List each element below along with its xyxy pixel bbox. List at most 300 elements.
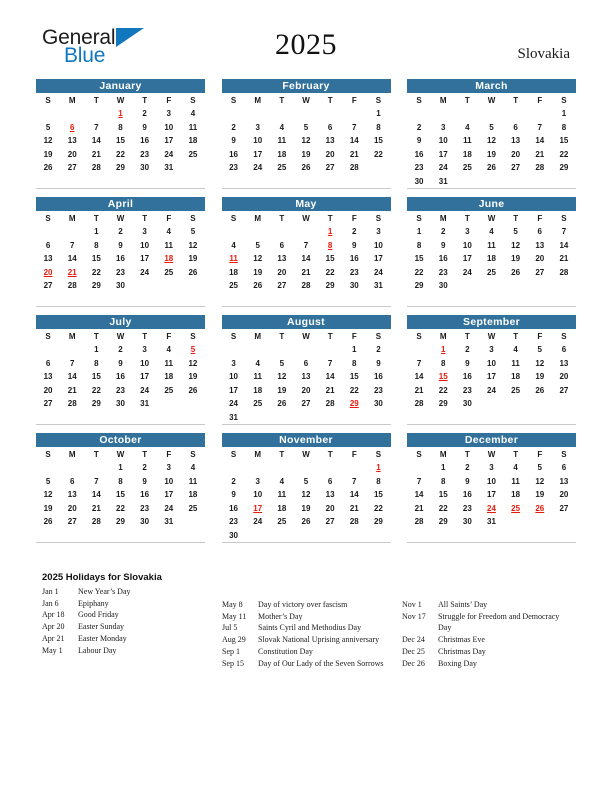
day-cell[interactable]: 15 [559,136,569,146]
day-cell[interactable]: 22 [559,149,569,159]
day-cell[interactable]: 24 [140,385,150,395]
day-cell[interactable]: 25 [511,385,521,395]
day-cell[interactable]: 7 [416,476,422,486]
day-cell[interactable]: 16 [229,503,239,513]
day-cell[interactable]: 20 [43,385,53,395]
day-cell[interactable]: 9 [440,240,446,250]
day-cell[interactable]: 26 [188,267,198,277]
day-cell[interactable]: 11 [253,372,262,382]
day-cell[interactable]: 9 [416,136,422,146]
day-cell[interactable]: 18 [511,490,521,500]
day-cell[interactable]: 21 [349,503,359,513]
day-cell[interactable]: 15 [349,372,359,382]
day-cell[interactable]: 26 [277,399,287,409]
day-cell[interactable]: 13 [277,254,287,264]
day-cell[interactable]: 24 [164,503,174,513]
day-cell[interactable]: 2 [118,227,123,237]
day-cell[interactable]: 6 [45,240,51,250]
day-cell[interactable]: 28 [349,163,359,173]
day-cell[interactable]: 10 [487,476,496,486]
day-cell[interactable]: 30 [373,399,383,409]
day-cell[interactable]: 7 [537,122,542,132]
day-cell[interactable]: 14 [301,254,311,264]
day-cell[interactable]: 2 [465,345,470,355]
day-cell[interactable]: 1 [561,109,567,119]
day-cell[interactable]: 3 [489,345,494,355]
day-cell[interactable]: 6 [45,358,51,368]
day-cell[interactable]: 9 [352,240,357,250]
day-cell[interactable]: 10 [373,240,383,250]
day-cell[interactable]: 8 [376,476,381,486]
day-cell[interactable]: 10 [253,490,263,500]
day-cell[interactable]: 20 [325,503,335,513]
day-cell[interactable]: 19 [535,490,545,500]
day-cell[interactable]: 3 [166,109,171,119]
day-cell-holiday[interactable]: 15 [438,372,448,382]
day-cell[interactable]: 18 [164,372,174,382]
day-cell[interactable]: 30 [140,517,150,527]
day-cell[interactable]: 7 [94,476,99,486]
day-cell[interactable]: 24 [462,267,472,277]
day-cell[interactable]: 8 [118,122,123,132]
day-cell[interactable]: 26 [43,163,53,173]
day-cell[interactable]: 11 [511,358,520,368]
day-cell[interactable]: 27 [301,399,311,409]
day-cell[interactable]: 29 [373,517,383,527]
day-cell[interactable]: 20 [559,490,569,500]
day-cell[interactable]: 15 [373,136,383,146]
day-cell[interactable]: 22 [438,385,448,395]
day-cell[interactable]: 31 [438,176,448,186]
day-cell[interactable]: 3 [465,227,470,237]
day-cell[interactable]: 3 [255,476,260,486]
day-cell[interactable]: 12 [535,358,545,368]
day-cell[interactable]: 31 [164,517,174,527]
day-cell[interactable]: 30 [462,399,472,409]
day-cell[interactable]: 29 [116,163,125,173]
day-cell[interactable]: 30 [229,530,239,540]
day-cell[interactable]: 25 [277,163,287,173]
day-cell[interactable]: 22 [116,503,125,513]
day-cell[interactable]: 26 [535,385,545,395]
day-cell-holiday[interactable]: 8 [327,240,333,250]
day-cell[interactable]: 23 [462,385,472,395]
day-cell[interactable]: 3 [166,463,171,473]
day-cell[interactable]: 15 [325,254,335,264]
day-cell[interactable]: 19 [43,503,53,513]
day-cell[interactable]: 12 [43,490,53,500]
day-cell[interactable]: 11 [188,122,198,132]
day-cell[interactable]: 18 [511,372,521,382]
day-cell[interactable]: 27 [559,385,569,395]
day-cell[interactable]: 23 [229,163,239,173]
day-cell[interactable]: 23 [373,385,383,395]
day-cell[interactable]: 19 [301,503,311,513]
day-cell[interactable]: 17 [487,490,496,500]
day-cell[interactable]: 12 [535,476,545,486]
day-cell[interactable]: 28 [325,399,335,409]
day-cell[interactable]: 24 [438,163,448,173]
day-cell[interactable]: 1 [440,463,446,473]
day-cell[interactable]: 4 [489,227,494,237]
day-cell[interactable]: 8 [376,122,381,132]
day-cell[interactable]: 17 [373,254,383,264]
day-cell[interactable]: 17 [229,385,239,395]
day-cell[interactable]: 25 [164,385,174,395]
day-cell[interactable]: 24 [164,149,174,159]
day-cell[interactable]: 16 [349,254,359,264]
day-cell[interactable]: 13 [325,136,335,146]
day-cell[interactable]: 2 [376,345,381,355]
day-cell[interactable]: 7 [94,122,99,132]
day-cell[interactable]: 28 [67,399,77,409]
day-cell[interactable]: 29 [559,163,569,173]
day-cell[interactable]: 29 [438,517,448,527]
day-cell[interactable]: 28 [559,267,569,277]
day-cell[interactable]: 6 [561,345,567,355]
day-cell[interactable]: 9 [118,240,123,250]
day-cell[interactable]: 15 [373,490,383,500]
day-cell[interactable]: 15 [438,490,448,500]
day-cell[interactable]: 4 [465,122,470,132]
day-cell[interactable]: 27 [325,517,335,527]
day-cell[interactable]: 21 [91,503,101,513]
day-cell[interactable]: 18 [188,490,198,500]
day-cell[interactable]: 25 [253,399,263,409]
day-cell[interactable]: 22 [438,503,448,513]
day-cell-holiday[interactable]: 1 [376,463,381,473]
day-cell[interactable]: 14 [349,490,359,500]
day-cell[interactable]: 2 [142,463,147,473]
day-cell[interactable]: 10 [462,240,472,250]
day-cell[interactable]: 17 [462,254,472,264]
day-cell[interactable]: 27 [511,163,521,173]
day-cell[interactable]: 24 [373,267,383,277]
day-cell[interactable]: 17 [438,149,448,159]
day-cell[interactable]: 31 [229,412,239,422]
day-cell[interactable]: 1 [118,463,123,473]
day-cell[interactable]: 31 [487,517,496,527]
day-cell[interactable]: 5 [303,476,309,486]
day-cell[interactable]: 25 [188,149,198,159]
day-cell[interactable]: 20 [67,149,77,159]
day-cell[interactable]: 30 [116,399,125,409]
day-cell[interactable]: 30 [438,281,448,291]
day-cell[interactable]: 27 [67,517,77,527]
day-cell-holiday[interactable]: 24 [487,503,496,513]
day-cell[interactable]: 10 [438,136,448,146]
day-cell[interactable]: 26 [487,163,496,173]
day-cell[interactable]: 24 [140,267,150,277]
day-cell[interactable]: 23 [414,163,424,173]
day-cell[interactable]: 27 [277,281,287,291]
day-cell[interactable]: 19 [253,267,263,277]
day-cell[interactable]: 4 [166,345,171,355]
day-cell[interactable]: 10 [253,136,263,146]
day-cell-holiday[interactable]: 1 [440,345,446,355]
day-cell[interactable]: 16 [116,372,125,382]
day-cell-holiday[interactable]: 18 [164,254,174,264]
day-cell[interactable]: 6 [561,463,567,473]
day-cell[interactable]: 26 [301,517,311,527]
day-cell[interactable]: 22 [325,267,335,277]
day-cell[interactable]: 2 [465,463,470,473]
day-cell[interactable]: 19 [535,372,545,382]
day-cell[interactable]: 8 [94,240,99,250]
day-cell[interactable]: 18 [229,267,239,277]
day-cell[interactable]: 25 [462,163,472,173]
day-cell[interactable]: 24 [253,517,263,527]
day-cell[interactable]: 30 [349,281,359,291]
day-cell[interactable]: 16 [462,372,472,382]
day-cell[interactable]: 26 [511,267,521,277]
day-cell[interactable]: 19 [511,254,521,264]
day-cell[interactable]: 23 [116,385,125,395]
day-cell[interactable]: 15 [116,136,125,146]
day-cell[interactable]: 20 [67,503,77,513]
day-cell[interactable]: 8 [416,240,422,250]
day-cell[interactable]: 21 [414,503,424,513]
day-cell[interactable]: 11 [463,136,472,146]
day-cell[interactable]: 20 [535,254,545,264]
day-cell[interactable]: 19 [43,149,53,159]
day-cell[interactable]: 14 [91,136,101,146]
day-cell[interactable]: 1 [352,345,357,355]
day-cell[interactable]: 6 [327,122,333,132]
day-cell[interactable]: 13 [67,136,77,146]
day-cell[interactable]: 7 [352,476,357,486]
day-cell[interactable]: 3 [255,122,260,132]
day-cell[interactable]: 4 [190,109,196,119]
day-cell-holiday[interactable]: 26 [535,503,545,513]
day-cell[interactable]: 24 [253,163,263,173]
day-cell-holiday[interactable]: 25 [511,503,521,513]
day-cell[interactable]: 19 [277,385,287,395]
day-cell[interactable]: 23 [140,503,150,513]
day-cell[interactable]: 22 [91,385,101,395]
day-cell[interactable]: 12 [301,490,311,500]
day-cell[interactable]: 9 [142,476,147,486]
day-cell[interactable]: 28 [301,281,311,291]
day-cell[interactable]: 14 [67,372,77,382]
day-cell[interactable]: 1 [416,227,422,237]
day-cell[interactable]: 2 [231,122,236,132]
day-cell[interactable]: 2 [352,227,357,237]
day-cell[interactable]: 5 [45,476,51,486]
day-cell[interactable]: 15 [91,254,101,264]
day-cell[interactable]: 30 [414,176,424,186]
day-cell[interactable]: 4 [279,476,285,486]
day-cell[interactable]: 26 [301,163,311,173]
day-cell[interactable]: 22 [373,149,383,159]
day-cell[interactable]: 5 [190,227,196,237]
day-cell[interactable]: 22 [373,503,383,513]
day-cell[interactable]: 17 [487,372,496,382]
day-cell[interactable]: 11 [277,490,287,500]
day-cell[interactable]: 25 [487,267,496,277]
day-cell[interactable]: 28 [414,517,424,527]
day-cell[interactable]: 11 [277,136,287,146]
day-cell[interactable]: 9 [231,136,236,146]
day-cell[interactable]: 3 [142,227,147,237]
day-cell-holiday[interactable]: 17 [253,503,263,513]
day-cell[interactable]: 8 [352,358,357,368]
day-cell-holiday[interactable]: 1 [118,109,123,119]
day-cell[interactable]: 17 [164,490,174,500]
day-cell[interactable]: 12 [253,254,263,264]
day-cell-holiday[interactable]: 21 [67,267,77,277]
day-cell[interactable]: 29 [414,281,424,291]
day-cell[interactable]: 20 [511,149,521,159]
day-cell[interactable]: 9 [142,122,147,132]
day-cell[interactable]: 8 [118,476,123,486]
day-cell[interactable]: 10 [140,358,150,368]
day-cell-holiday[interactable]: 5 [190,345,196,355]
day-cell[interactable]: 24 [229,399,239,409]
day-cell[interactable]: 12 [188,240,198,250]
day-cell[interactable]: 21 [559,254,569,264]
day-cell[interactable]: 21 [91,149,101,159]
day-cell[interactable]: 12 [511,240,521,250]
day-cell[interactable]: 10 [164,122,174,132]
day-cell[interactable]: 4 [231,240,236,250]
day-cell[interactable]: 18 [253,385,263,395]
day-cell[interactable]: 25 [164,267,174,277]
day-cell[interactable]: 10 [229,372,239,382]
day-cell[interactable]: 26 [253,281,263,291]
day-cell[interactable]: 13 [43,254,53,264]
day-cell[interactable]: 5 [303,122,309,132]
day-cell[interactable]: 19 [301,149,311,159]
day-cell[interactable]: 13 [67,490,77,500]
day-cell[interactable]: 18 [462,149,472,159]
day-cell[interactable]: 6 [327,476,333,486]
day-cell[interactable]: 13 [511,136,521,146]
day-cell[interactable]: 9 [231,490,236,500]
day-cell[interactable]: 7 [303,240,309,250]
day-cell[interactable]: 21 [535,149,545,159]
day-cell[interactable]: 4 [190,463,196,473]
day-cell[interactable]: 16 [373,372,383,382]
day-cell[interactable]: 25 [229,281,239,291]
day-cell[interactable]: 26 [43,517,53,527]
day-cell[interactable]: 20 [325,149,335,159]
day-cell-holiday[interactable]: 6 [69,122,75,132]
day-cell[interactable]: 21 [349,149,359,159]
day-cell[interactable]: 25 [188,503,198,513]
day-cell[interactable]: 3 [376,227,381,237]
day-cell[interactable]: 5 [489,122,494,132]
day-cell[interactable]: 28 [535,163,545,173]
day-cell[interactable]: 14 [414,372,424,382]
day-cell[interactable]: 30 [116,281,125,291]
day-cell[interactable]: 13 [301,372,311,382]
day-cell[interactable]: 29 [116,517,125,527]
day-cell[interactable]: 30 [462,517,472,527]
day-cell[interactable]: 6 [303,358,309,368]
day-cell[interactable]: 23 [462,503,472,513]
day-cell[interactable]: 28 [91,517,101,527]
day-cell[interactable]: 13 [325,490,335,500]
day-cell[interactable]: 5 [537,463,542,473]
day-cell[interactable]: 6 [279,240,285,250]
day-cell-holiday[interactable]: 1 [327,227,333,237]
day-cell[interactable]: 2 [142,109,147,119]
day-cell[interactable]: 5 [279,358,285,368]
day-cell[interactable]: 27 [535,267,545,277]
day-cell[interactable]: 5 [513,227,518,237]
day-cell[interactable]: 23 [140,149,150,159]
day-cell[interactable]: 23 [116,267,125,277]
day-cell[interactable]: 15 [91,372,101,382]
day-cell[interactable]: 5 [537,345,542,355]
day-cell[interactable]: 1 [376,109,381,119]
day-cell[interactable]: 28 [67,281,77,291]
day-cell[interactable]: 10 [487,358,496,368]
day-cell[interactable]: 21 [414,385,424,395]
day-cell[interactable]: 5 [255,240,260,250]
day-cell[interactable]: 29 [325,281,335,291]
day-cell[interactable]: 21 [67,385,77,395]
day-cell[interactable]: 16 [116,254,125,264]
day-cell[interactable]: 19 [487,149,496,159]
day-cell[interactable]: 11 [188,476,198,486]
day-cell[interactable]: 7 [561,227,567,237]
day-cell[interactable]: 31 [140,399,150,409]
day-cell[interactable]: 14 [91,490,101,500]
day-cell[interactable]: 2 [440,227,446,237]
day-cell[interactable]: 22 [116,149,125,159]
day-cell[interactable]: 10 [140,240,150,250]
day-cell[interactable]: 8 [440,358,446,368]
day-cell[interactable]: 9 [465,476,470,486]
day-cell[interactable]: 30 [140,163,150,173]
day-cell-holiday[interactable]: 11 [229,254,238,264]
day-cell[interactable]: 23 [349,267,359,277]
day-cell[interactable]: 23 [229,517,239,527]
day-cell[interactable]: 7 [352,122,357,132]
day-cell[interactable]: 18 [277,149,287,159]
day-cell[interactable]: 2 [118,345,123,355]
day-cell[interactable]: 29 [91,281,101,291]
day-cell-holiday[interactable]: 20 [43,267,53,277]
day-cell[interactable]: 13 [43,372,53,382]
day-cell[interactable]: 20 [277,267,287,277]
day-cell[interactable]: 17 [253,149,263,159]
day-cell[interactable]: 11 [511,476,520,486]
day-cell[interactable]: 17 [140,254,150,264]
day-cell[interactable]: 27 [43,399,53,409]
day-cell[interactable]: 13 [559,358,569,368]
day-cell[interactable]: 14 [559,240,569,250]
day-cell[interactable]: 27 [559,503,569,513]
day-cell[interactable]: 14 [535,136,545,146]
day-cell[interactable]: 17 [164,136,174,146]
day-cell[interactable]: 3 [142,345,147,355]
day-cell[interactable]: 19 [188,254,198,264]
day-cell[interactable]: 20 [559,372,569,382]
day-cell[interactable]: 11 [164,358,173,368]
day-cell[interactable]: 6 [513,122,518,132]
day-cell[interactable]: 14 [325,372,335,382]
day-cell[interactable]: 22 [91,267,101,277]
day-cell[interactable]: 7 [416,358,422,368]
day-cell[interactable]: 28 [349,517,359,527]
day-cell[interactable]: 12 [301,136,311,146]
day-cell[interactable]: 14 [349,136,359,146]
day-cell[interactable]: 14 [414,490,424,500]
day-cell[interactable]: 28 [91,163,101,173]
